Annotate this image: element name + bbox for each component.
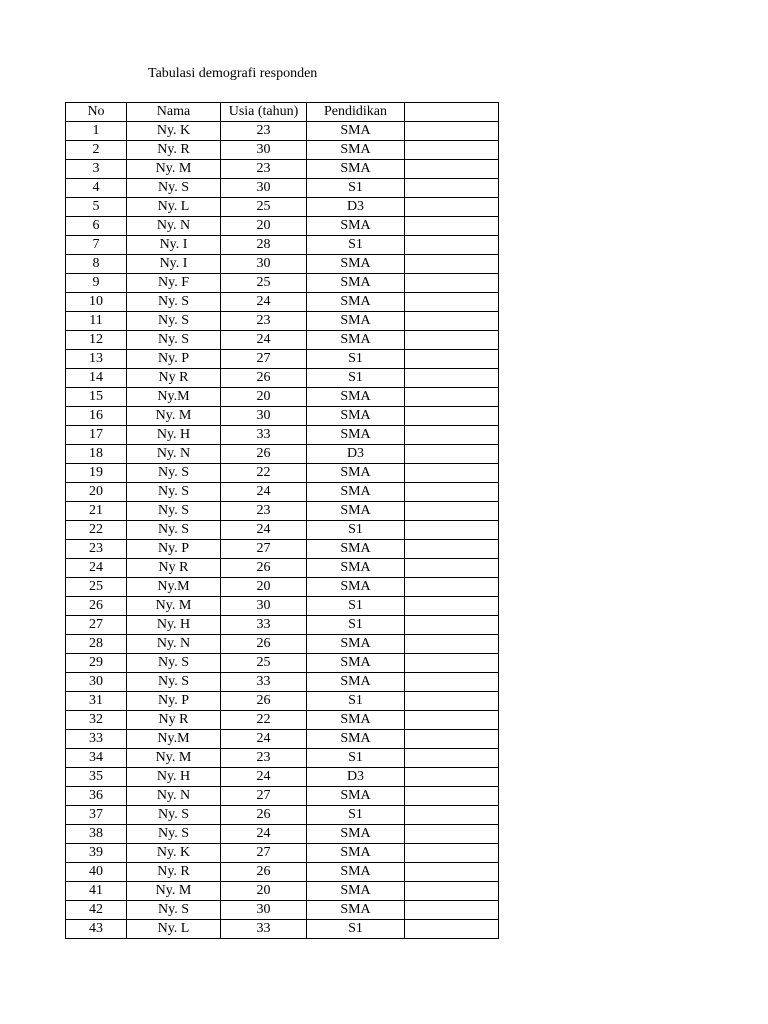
cell-nama: Ny.M — [127, 578, 221, 597]
demographics-table — [65, 102, 499, 939]
cell-usia: 30 — [221, 901, 307, 920]
cell-empty — [405, 711, 499, 730]
table-row — [66, 179, 499, 198]
cell-nama: Ny. S — [127, 825, 221, 844]
cell-usia: 24 — [221, 730, 307, 749]
table-row — [66, 198, 499, 217]
cell-no: 27 — [66, 616, 127, 635]
cell-pendidikan: S1 — [307, 616, 405, 635]
cell-no: 33 — [66, 730, 127, 749]
cell-no: 10 — [66, 293, 127, 312]
cell-usia: 26 — [221, 369, 307, 388]
cell-empty — [405, 198, 499, 217]
cell-empty — [405, 388, 499, 407]
table-row — [66, 863, 499, 882]
cell-usia: 25 — [221, 198, 307, 217]
table-row — [66, 217, 499, 236]
cell-no: 7 — [66, 236, 127, 255]
cell-pendidikan: D3 — [307, 445, 405, 464]
cell-empty — [405, 312, 499, 331]
cell-pendidikan: SMA — [307, 388, 405, 407]
cell-pendidikan: SMA — [307, 844, 405, 863]
cell-empty — [405, 521, 499, 540]
cell-nama: Ny. P — [127, 540, 221, 559]
cell-empty — [405, 274, 499, 293]
column-header-usia: Usia (tahun) — [221, 103, 307, 122]
cell-pendidikan: SMA — [307, 882, 405, 901]
cell-no: 9 — [66, 274, 127, 293]
cell-usia: 24 — [221, 521, 307, 540]
cell-usia: 22 — [221, 711, 307, 730]
cell-usia: 26 — [221, 445, 307, 464]
cell-no: 37 — [66, 806, 127, 825]
cell-usia: 24 — [221, 483, 307, 502]
cell-no: 12 — [66, 331, 127, 350]
cell-empty — [405, 122, 499, 141]
cell-empty — [405, 616, 499, 635]
cell-no: 19 — [66, 464, 127, 483]
table-row — [66, 521, 499, 540]
cell-pendidikan: SMA — [307, 464, 405, 483]
cell-nama: Ny. S — [127, 654, 221, 673]
cell-no: 41 — [66, 882, 127, 901]
cell-empty — [405, 160, 499, 179]
cell-usia: 20 — [221, 217, 307, 236]
table-row — [66, 255, 499, 274]
cell-pendidikan: SMA — [307, 863, 405, 882]
table-row — [66, 578, 499, 597]
cell-nama: Ny.M — [127, 388, 221, 407]
table-row — [66, 692, 499, 711]
cell-no: 34 — [66, 749, 127, 768]
cell-usia: 23 — [221, 749, 307, 768]
cell-nama: Ny. R — [127, 863, 221, 882]
table-row — [66, 236, 499, 255]
cell-pendidikan: SMA — [307, 502, 405, 521]
cell-nama: Ny. L — [127, 920, 221, 939]
table-row — [66, 749, 499, 768]
cell-no: 32 — [66, 711, 127, 730]
cell-no: 3 — [66, 160, 127, 179]
cell-empty — [405, 369, 499, 388]
cell-nama: Ny. S — [127, 521, 221, 540]
cell-usia: 24 — [221, 768, 307, 787]
cell-no: 39 — [66, 844, 127, 863]
cell-nama: Ny. S — [127, 293, 221, 312]
cell-pendidikan: SMA — [307, 559, 405, 578]
cell-pendidikan: SMA — [307, 578, 405, 597]
cell-usia: 26 — [221, 635, 307, 654]
cell-nama: Ny. H — [127, 768, 221, 787]
cell-pendidikan: D3 — [307, 198, 405, 217]
cell-usia: 25 — [221, 654, 307, 673]
cell-usia: 30 — [221, 179, 307, 198]
cell-empty — [405, 844, 499, 863]
table-row — [66, 426, 499, 445]
cell-nama: Ny. S — [127, 331, 221, 350]
table-row — [66, 331, 499, 350]
cell-empty — [405, 863, 499, 882]
cell-empty — [405, 749, 499, 768]
cell-pendidikan: SMA — [307, 331, 405, 350]
cell-empty — [405, 882, 499, 901]
cell-usia: 27 — [221, 844, 307, 863]
table-row — [66, 882, 499, 901]
cell-empty — [405, 236, 499, 255]
cell-no: 16 — [66, 407, 127, 426]
cell-no: 25 — [66, 578, 127, 597]
cell-usia: 30 — [221, 597, 307, 616]
cell-nama: Ny. F — [127, 274, 221, 293]
cell-pendidikan: SMA — [307, 312, 405, 331]
cell-pendidikan: SMA — [307, 540, 405, 559]
cell-nama: Ny. M — [127, 749, 221, 768]
table-row — [66, 540, 499, 559]
cell-usia: 25 — [221, 274, 307, 293]
cell-nama: Ny. S — [127, 806, 221, 825]
cell-no: 21 — [66, 502, 127, 521]
cell-empty — [405, 559, 499, 578]
cell-pendidikan: S1 — [307, 749, 405, 768]
cell-no: 43 — [66, 920, 127, 939]
cell-empty — [405, 255, 499, 274]
cell-nama: Ny. S — [127, 673, 221, 692]
table-row — [66, 711, 499, 730]
cell-pendidikan: S1 — [307, 179, 405, 198]
cell-empty — [405, 445, 499, 464]
cell-usia: 22 — [221, 464, 307, 483]
cell-pendidikan: SMA — [307, 673, 405, 692]
cell-pendidikan: S1 — [307, 692, 405, 711]
cell-empty — [405, 730, 499, 749]
table-row — [66, 407, 499, 426]
cell-no: 31 — [66, 692, 127, 711]
cell-usia: 33 — [221, 920, 307, 939]
cell-usia: 28 — [221, 236, 307, 255]
cell-empty — [405, 825, 499, 844]
cell-pendidikan: SMA — [307, 483, 405, 502]
cell-nama: Ny. M — [127, 597, 221, 616]
table-header-row — [66, 103, 499, 122]
cell-nama: Ny. K — [127, 844, 221, 863]
cell-empty — [405, 293, 499, 312]
table-row — [66, 559, 499, 578]
cell-no: 6 — [66, 217, 127, 236]
cell-pendidikan: SMA — [307, 122, 405, 141]
cell-nama: Ny. H — [127, 616, 221, 635]
cell-pendidikan: S1 — [307, 369, 405, 388]
cell-empty — [405, 920, 499, 939]
cell-nama: Ny. S — [127, 483, 221, 502]
table-row — [66, 616, 499, 635]
table-row — [66, 141, 499, 160]
cell-pendidikan: SMA — [307, 730, 405, 749]
table-row — [66, 274, 499, 293]
cell-empty — [405, 350, 499, 369]
cell-no: 15 — [66, 388, 127, 407]
cell-empty — [405, 426, 499, 445]
cell-empty — [405, 635, 499, 654]
cell-usia: 27 — [221, 350, 307, 369]
cell-no: 8 — [66, 255, 127, 274]
cell-pendidikan: S1 — [307, 521, 405, 540]
cell-nama: Ny. S — [127, 901, 221, 920]
cell-usia: 27 — [221, 540, 307, 559]
cell-no: 28 — [66, 635, 127, 654]
cell-empty — [405, 141, 499, 160]
cell-empty — [405, 578, 499, 597]
cell-no: 26 — [66, 597, 127, 616]
cell-nama: Ny. N — [127, 445, 221, 464]
cell-empty — [405, 407, 499, 426]
cell-nama: Ny R — [127, 559, 221, 578]
table-row — [66, 160, 499, 179]
table-row — [66, 445, 499, 464]
table-row — [66, 768, 499, 787]
cell-usia: 26 — [221, 692, 307, 711]
cell-no: 14 — [66, 369, 127, 388]
cell-empty — [405, 806, 499, 825]
table-row — [66, 844, 499, 863]
cell-pendidikan: SMA — [307, 160, 405, 179]
table-row — [66, 293, 499, 312]
table-row — [66, 730, 499, 749]
cell-no: 30 — [66, 673, 127, 692]
cell-nama: Ny. S — [127, 312, 221, 331]
table-row — [66, 806, 499, 825]
cell-no: 42 — [66, 901, 127, 920]
table-row — [66, 673, 499, 692]
cell-empty — [405, 483, 499, 502]
table-row — [66, 483, 499, 502]
column-header-pendidikan: Pendidikan — [307, 103, 405, 122]
cell-pendidikan: D3 — [307, 768, 405, 787]
cell-empty — [405, 692, 499, 711]
table-row — [66, 350, 499, 369]
cell-pendidikan: SMA — [307, 255, 405, 274]
cell-no: 38 — [66, 825, 127, 844]
cell-nama: Ny. N — [127, 787, 221, 806]
cell-pendidikan: S1 — [307, 597, 405, 616]
table-body — [66, 122, 499, 939]
cell-empty — [405, 179, 499, 198]
cell-no: 13 — [66, 350, 127, 369]
document-title: Tabulasi demografi responden — [148, 66, 318, 81]
cell-usia: 26 — [221, 559, 307, 578]
cell-empty — [405, 464, 499, 483]
cell-no: 4 — [66, 179, 127, 198]
cell-usia: 26 — [221, 806, 307, 825]
cell-no: 36 — [66, 787, 127, 806]
cell-no: 23 — [66, 540, 127, 559]
cell-nama: Ny. N — [127, 217, 221, 236]
cell-empty — [405, 217, 499, 236]
cell-nama: Ny. I — [127, 236, 221, 255]
column-header-no: No — [66, 103, 127, 122]
cell-nama: Ny. S — [127, 502, 221, 521]
table-row — [66, 825, 499, 844]
cell-no: 22 — [66, 521, 127, 540]
cell-nama: Ny. N — [127, 635, 221, 654]
cell-usia: 30 — [221, 407, 307, 426]
cell-nama: Ny.M — [127, 730, 221, 749]
cell-usia: 33 — [221, 616, 307, 635]
table-row — [66, 787, 499, 806]
cell-no: 17 — [66, 426, 127, 445]
table-row — [66, 312, 499, 331]
cell-pendidikan: SMA — [307, 825, 405, 844]
cell-no: 40 — [66, 863, 127, 882]
cell-usia: 26 — [221, 863, 307, 882]
cell-nama: Ny. I — [127, 255, 221, 274]
cell-pendidikan: SMA — [307, 141, 405, 160]
cell-nama: Ny. P — [127, 350, 221, 369]
cell-pendidikan: S1 — [307, 920, 405, 939]
cell-empty — [405, 654, 499, 673]
cell-nama: Ny. S — [127, 179, 221, 198]
cell-usia: 23 — [221, 312, 307, 331]
table-row — [66, 464, 499, 483]
cell-nama: Ny. M — [127, 160, 221, 179]
cell-nama: Ny. L — [127, 198, 221, 217]
cell-nama: Ny. M — [127, 882, 221, 901]
cell-no: 2 — [66, 141, 127, 160]
cell-no: 5 — [66, 198, 127, 217]
cell-pendidikan: S1 — [307, 236, 405, 255]
cell-usia: 20 — [221, 578, 307, 597]
cell-no: 18 — [66, 445, 127, 464]
column-header-empty — [405, 103, 499, 122]
cell-no: 24 — [66, 559, 127, 578]
cell-usia: 24 — [221, 331, 307, 350]
cell-empty — [405, 597, 499, 616]
cell-usia: 23 — [221, 502, 307, 521]
cell-empty — [405, 901, 499, 920]
table-row — [66, 654, 499, 673]
cell-usia: 20 — [221, 388, 307, 407]
cell-usia: 24 — [221, 825, 307, 844]
table-row — [66, 920, 499, 939]
cell-pendidikan: SMA — [307, 654, 405, 673]
cell-nama: Ny. S — [127, 464, 221, 483]
cell-usia: 33 — [221, 426, 307, 445]
cell-empty — [405, 331, 499, 350]
cell-empty — [405, 540, 499, 559]
cell-nama: Ny. R — [127, 141, 221, 160]
cell-pendidikan: SMA — [307, 217, 405, 236]
cell-nama: Ny R — [127, 711, 221, 730]
cell-pendidikan: SMA — [307, 293, 405, 312]
cell-usia: 30 — [221, 255, 307, 274]
cell-no: 29 — [66, 654, 127, 673]
cell-empty — [405, 502, 499, 521]
cell-no: 1 — [66, 122, 127, 141]
table-row — [66, 635, 499, 654]
cell-pendidikan: S1 — [307, 350, 405, 369]
cell-empty — [405, 787, 499, 806]
table-row — [66, 122, 499, 141]
cell-usia: 30 — [221, 141, 307, 160]
cell-no: 11 — [66, 312, 127, 331]
cell-nama: Ny. M — [127, 407, 221, 426]
cell-pendidikan: SMA — [307, 407, 405, 426]
cell-pendidikan: SMA — [307, 426, 405, 445]
table-row — [66, 369, 499, 388]
cell-pendidikan: S1 — [307, 806, 405, 825]
cell-usia: 24 — [221, 293, 307, 312]
cell-pendidikan: SMA — [307, 274, 405, 293]
table-row — [66, 502, 499, 521]
cell-usia: 20 — [221, 882, 307, 901]
column-header-nama: Nama — [127, 103, 221, 122]
cell-pendidikan: SMA — [307, 787, 405, 806]
cell-usia: 23 — [221, 160, 307, 179]
cell-pendidikan: SMA — [307, 711, 405, 730]
cell-usia: 23 — [221, 122, 307, 141]
cell-no: 20 — [66, 483, 127, 502]
cell-empty — [405, 673, 499, 692]
cell-empty — [405, 768, 499, 787]
cell-usia: 33 — [221, 673, 307, 692]
cell-nama: Ny. K — [127, 122, 221, 141]
cell-usia: 27 — [221, 787, 307, 806]
cell-pendidikan: SMA — [307, 635, 405, 654]
table-row — [66, 597, 499, 616]
cell-nama: Ny. H — [127, 426, 221, 445]
cell-nama: Ny. P — [127, 692, 221, 711]
cell-no: 35 — [66, 768, 127, 787]
table-row — [66, 388, 499, 407]
table-row — [66, 901, 499, 920]
cell-pendidikan: SMA — [307, 901, 405, 920]
cell-nama: Ny R — [127, 369, 221, 388]
